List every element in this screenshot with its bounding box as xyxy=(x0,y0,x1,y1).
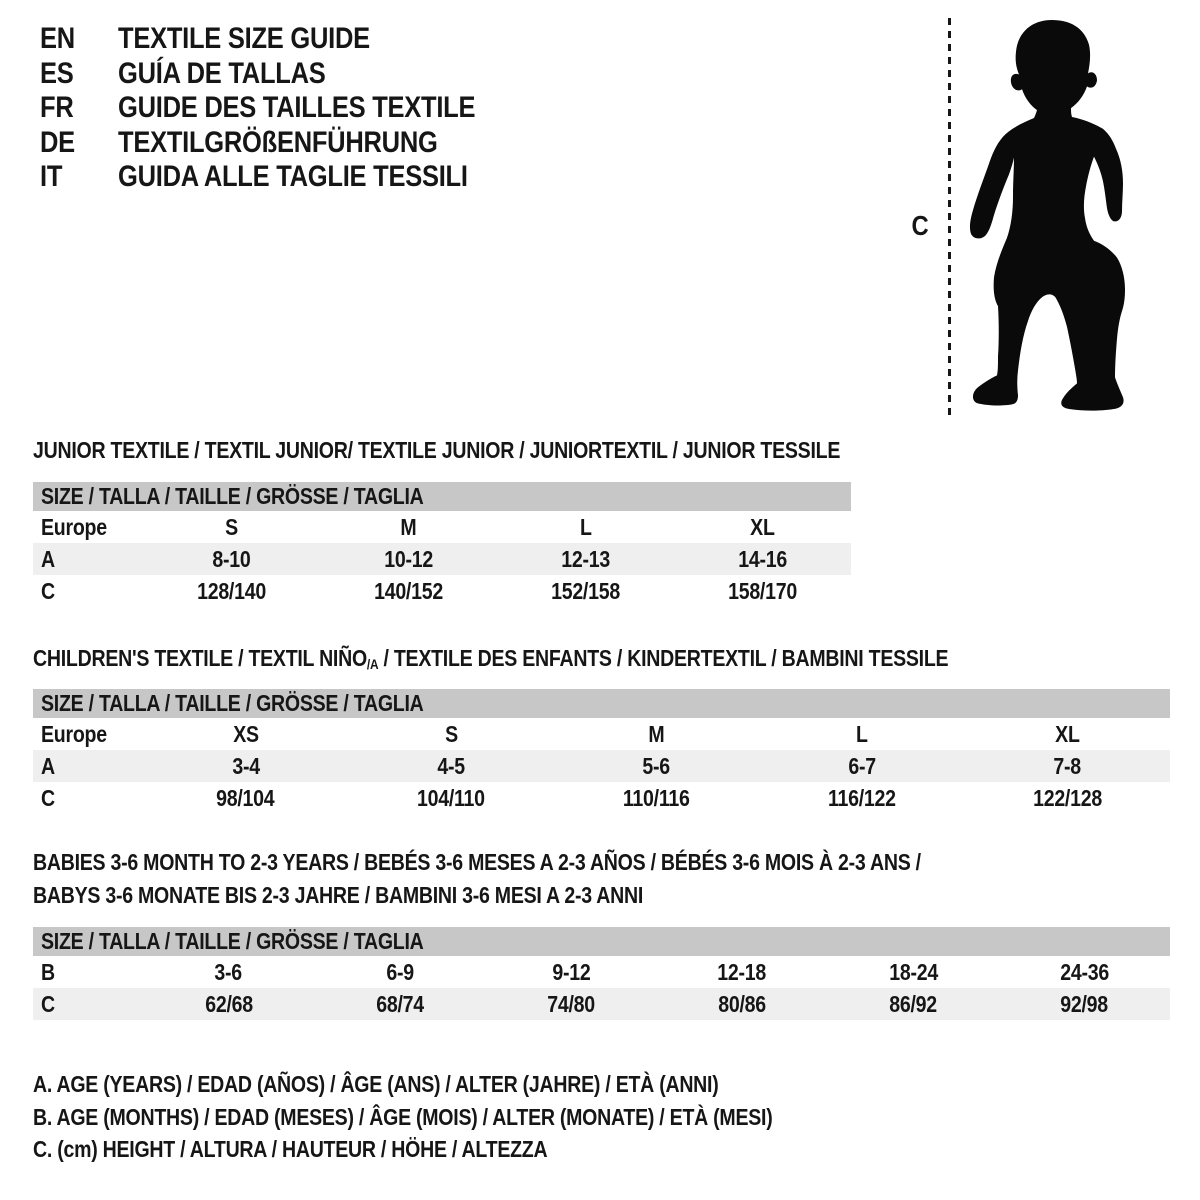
children-row-a-label-text: A xyxy=(41,752,55,779)
children-height-2: 104/110 xyxy=(417,784,486,811)
junior-europe-row xyxy=(33,511,851,543)
children-age-cell xyxy=(965,753,1170,780)
lang-title-it: GUIDA ALLE TAGLIE TESSILI xyxy=(118,160,468,194)
children-size-cell xyxy=(965,721,1170,748)
babies-months-cell xyxy=(485,959,656,986)
children-height-row xyxy=(33,782,1170,814)
children-height-4: 116/122 xyxy=(828,784,896,811)
lang-code-es xyxy=(40,57,118,91)
lang-title-en: TEXTILE SIZE GUIDE xyxy=(118,22,370,56)
children-height-5: 122/128 xyxy=(1032,784,1102,811)
children-age-cell xyxy=(759,753,964,780)
babies-height-cell xyxy=(485,991,656,1018)
children-section-heading xyxy=(33,642,1110,681)
babies-size-table xyxy=(33,927,1170,1020)
children-heading-subscript: /A xyxy=(366,656,379,672)
language-title-list xyxy=(40,22,538,195)
children-age-5: 7-8 xyxy=(1053,752,1082,779)
junior-heading-text: JUNIOR TEXTILE / TEXTIL JUNIOR/ TEXTILE JUNIOR / JUNIORTEXTIL / JUNIOR TESSILE xyxy=(33,437,841,463)
babies-months-6: 24-36 xyxy=(1060,958,1109,985)
lang-code-de xyxy=(40,126,118,160)
lang-code-es-text: ES xyxy=(40,56,74,90)
children-size-xl: XL xyxy=(1055,720,1080,747)
babies-table-header xyxy=(33,927,1170,956)
children-heading-prefix: CHILDREN'S TEXTILE / TEXTIL NIÑO xyxy=(33,645,367,671)
child-silhouette-icon xyxy=(966,18,1136,418)
babies-height-cell xyxy=(314,991,485,1018)
children-age-3: 5-6 xyxy=(642,752,671,779)
babies-row-c-label xyxy=(33,991,143,1018)
babies-heading-line1: BABIES 3-6 MONTH TO 2-3 YEARS / BEBÉS 3-6 MESES A 2-3 AÑOS / BÉBÉS 3-6 MOIS À 2-3 ANS / xyxy=(33,849,921,875)
babies-height-2: 68/74 xyxy=(375,990,424,1017)
babies-height-4: 80/86 xyxy=(718,990,766,1017)
legend-line-a-text: A. AGE (YEARS) / EDAD (AÑOS) / ÂGE (ANS) / ALTER (JAHRE) / ETÀ (ANNI) xyxy=(33,1071,719,1097)
babies-months-cell xyxy=(143,959,314,986)
junior-size-l: L xyxy=(579,513,592,540)
lang-code-fr xyxy=(40,91,118,125)
babies-row-b-label-text: B xyxy=(41,958,55,985)
children-height-cell xyxy=(554,785,759,812)
junior-height-cell xyxy=(320,578,497,605)
children-region-label-text: Europe xyxy=(41,720,107,747)
babies-months-cell xyxy=(828,959,999,986)
children-heading-suffix: / TEXTILE DES ENFANTS / KINDERTEXTIL / BAMBINI TESSILE xyxy=(378,645,949,671)
babies-months-5: 18-24 xyxy=(888,958,938,985)
babies-row-b-label xyxy=(33,959,143,986)
babies-height-cell xyxy=(143,991,314,1018)
junior-age-2: 10-12 xyxy=(384,545,433,572)
lang-code-en xyxy=(40,22,118,56)
junior-size-cell xyxy=(320,514,497,541)
children-size-xs: XS xyxy=(232,720,259,747)
children-age-cell xyxy=(348,753,553,780)
children-height-3: 110/116 xyxy=(623,784,690,811)
height-measure-label xyxy=(910,210,930,242)
junior-region-label xyxy=(33,514,143,541)
junior-age-1: 8-10 xyxy=(212,545,251,572)
junior-row-c-label-text: C xyxy=(41,577,55,604)
junior-size-s: S xyxy=(225,513,238,540)
junior-height-row xyxy=(33,575,851,607)
height-measure-label-text: C xyxy=(911,210,929,241)
junior-height-4: 158/170 xyxy=(728,577,797,604)
lang-title-de: TEXTILGRÖßENFÜHRUNG xyxy=(118,125,438,159)
lang-code-fr-text: FR xyxy=(40,91,74,125)
legend-line-b xyxy=(33,1101,903,1134)
children-age-2: 4-5 xyxy=(437,752,465,779)
lang-row-en xyxy=(40,22,538,57)
babies-months-1: 3-6 xyxy=(214,958,243,985)
junior-height-2: 140/152 xyxy=(374,577,443,604)
babies-months-cell xyxy=(314,959,485,986)
babies-height-5: 86/92 xyxy=(889,990,938,1017)
babies-height-1: 62/68 xyxy=(204,990,253,1017)
children-height-cell xyxy=(143,785,348,812)
children-age-row xyxy=(33,750,1170,782)
babies-months-2: 6-9 xyxy=(386,958,414,985)
babies-height-cell xyxy=(828,991,999,1018)
children-height-cell xyxy=(759,785,964,812)
legend-line-c xyxy=(33,1133,903,1166)
babies-row-c-label-text: C xyxy=(41,990,55,1017)
children-table-header xyxy=(33,689,1170,718)
junior-size-xl: XL xyxy=(750,513,775,540)
babies-months-cell xyxy=(999,959,1170,986)
lang-code-it-text: IT xyxy=(40,160,63,194)
children-row-c-label xyxy=(33,785,143,812)
junior-row-a-label-text: A xyxy=(41,545,55,572)
children-size-header-text: SIZE / TALLA / TAILLE / GRÖSSE / TAGLIA xyxy=(41,690,424,716)
babies-months-4: 12-18 xyxy=(717,958,767,985)
legend-line-b-text: B. AGE (MONTHS) / EDAD (MESES) / ÂGE (MOIS) / ALTER (MONATE) / ETÀ (MESI) xyxy=(33,1103,773,1130)
junior-age-cell xyxy=(674,546,851,573)
junior-section-heading xyxy=(33,434,983,467)
children-size-cell xyxy=(143,721,348,748)
junior-height-cell xyxy=(143,578,320,605)
junior-table-header xyxy=(33,482,851,511)
children-size-table xyxy=(33,689,1170,814)
children-height-cell xyxy=(965,785,1170,812)
junior-region-label-text: Europe xyxy=(41,513,107,540)
children-region-label xyxy=(33,721,143,748)
lang-title-es: GUÍA DE TALLAS xyxy=(118,56,326,90)
children-size-s: S xyxy=(444,720,458,747)
lang-code-it xyxy=(40,160,118,194)
babies-months-row xyxy=(33,956,1170,988)
junior-age-cell xyxy=(320,546,497,573)
children-size-l: L xyxy=(856,720,868,747)
junior-height-3: 152/158 xyxy=(551,577,620,604)
children-size-cell xyxy=(554,721,759,748)
junior-size-header-text: SIZE / TALLA / TAILLE / GRÖSSE / TAGLIA xyxy=(41,483,424,509)
junior-age-3: 12-13 xyxy=(561,545,610,572)
legend xyxy=(33,1068,903,1166)
junior-height-cell xyxy=(497,578,674,605)
junior-row-a-label xyxy=(33,546,143,573)
lang-code-en-text: EN xyxy=(40,22,75,56)
babies-size-header-text: SIZE / TALLA / TAILLE / GRÖSSE / TAGLIA xyxy=(41,928,424,954)
babies-height-3: 74/80 xyxy=(547,990,595,1017)
lang-code-de-text: DE xyxy=(40,125,75,159)
children-height-cell xyxy=(348,785,553,812)
children-europe-row xyxy=(33,718,1170,750)
babies-height-6: 92/98 xyxy=(1060,990,1109,1017)
children-row-c-label-text: C xyxy=(41,784,55,811)
babies-heading-line2: BABYS 3-6 MONATE BIS 2-3 JAHRE / BAMBINI 3-6 MESI A 2-3 ANNI xyxy=(33,882,644,908)
children-age-cell xyxy=(554,753,759,780)
junior-height-1: 128/140 xyxy=(197,577,266,604)
junior-height-cell xyxy=(674,578,851,605)
junior-size-table xyxy=(33,482,851,607)
legend-line-a xyxy=(33,1068,903,1101)
children-size-cell xyxy=(759,721,964,748)
lang-row-it xyxy=(40,160,538,195)
children-age-cell xyxy=(143,753,348,780)
babies-months-cell xyxy=(657,959,828,986)
lang-row-fr xyxy=(40,91,538,126)
children-heading-text xyxy=(33,642,948,681)
lang-row-es xyxy=(40,57,538,92)
children-age-4: 6-7 xyxy=(848,752,876,779)
lang-row-de xyxy=(40,126,538,161)
children-height-1: 98/104 xyxy=(216,784,275,811)
babies-height-row xyxy=(33,988,1170,1020)
junior-age-cell xyxy=(143,546,320,573)
children-size-m: M xyxy=(648,720,665,747)
babies-height-cell xyxy=(999,991,1170,1018)
junior-size-cell xyxy=(143,514,320,541)
junior-row-c-label xyxy=(33,578,143,605)
lang-title-fr: GUIDE DES TAILLES TEXTILE xyxy=(118,91,476,125)
children-age-1: 3-4 xyxy=(231,752,260,779)
legend-line-c-text: C. (cm) HEIGHT / ALTURA / HAUTEUR / HÖHE / ALTEZZA xyxy=(33,1136,548,1163)
children-row-a-label xyxy=(33,753,143,780)
babies-months-3: 9-12 xyxy=(551,958,590,985)
height-measure-dashed-line xyxy=(948,18,951,416)
babies-section-heading xyxy=(33,846,1078,912)
junior-size-cell xyxy=(497,514,674,541)
babies-height-cell xyxy=(657,991,828,1018)
junior-size-m: M xyxy=(400,513,417,540)
junior-age-cell xyxy=(497,546,674,573)
junior-size-cell xyxy=(674,514,851,541)
junior-age-row xyxy=(33,543,851,575)
children-size-cell xyxy=(348,721,553,748)
junior-age-4: 14-16 xyxy=(738,545,787,572)
